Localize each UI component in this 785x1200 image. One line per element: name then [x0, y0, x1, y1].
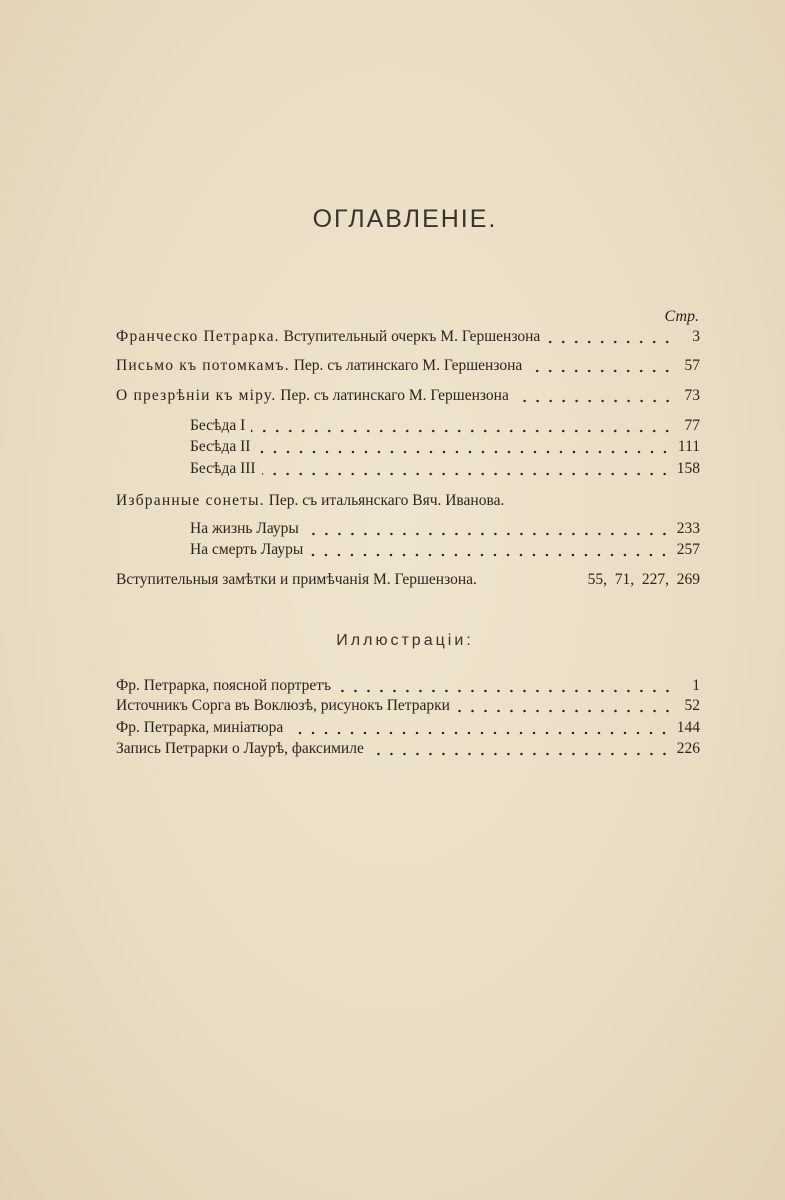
toc-subentry — [190, 417, 700, 437]
entry-title: Вступительныя замѣтки и примѣчанiя М. Гершензона. — [116, 571, 477, 588]
dot-leader — [256, 450, 671, 454]
entry-title: Фр. Петрарка, миніатюра — [116, 719, 284, 736]
page-title: ОГЛАВЛЕНIЕ. — [312, 205, 498, 233]
page-number: 111 — [677, 438, 700, 455]
entry-title: Бесѣда I — [190, 417, 246, 434]
dot-leader — [251, 429, 674, 433]
entry-title: О презрѣнiи къ мiру. — [116, 387, 277, 404]
page-number: 257 — [676, 541, 700, 558]
toc-entry — [116, 387, 700, 407]
page-number: 226 — [676, 740, 700, 757]
entry-title: Запись Петрарки о Лаурѣ, факсимиле — [116, 740, 364, 757]
dot-leader — [309, 553, 670, 557]
entry-title: Письмо къ потомкамъ. — [116, 357, 290, 374]
toc-subentry — [190, 520, 700, 540]
toc-entry — [116, 328, 700, 348]
toc-entry — [116, 357, 700, 377]
toc-subentry — [190, 460, 700, 480]
entry-title: Избранные сонеты. — [116, 492, 265, 509]
entry-subtitle: Пер. съ итальянскаго Вяч. Иванова. — [268, 492, 505, 509]
entry-title: Бесѣда II — [190, 438, 251, 455]
dot-leader — [262, 472, 671, 476]
entry-subtitle: Пер. съ латинскаго М. Гершензона — [280, 387, 509, 404]
toc-entry — [116, 571, 700, 591]
toc-subentry — [190, 541, 700, 561]
page-number: 3 — [692, 328, 700, 345]
page-column-label: Стр. — [664, 308, 699, 325]
entry-subtitle: Пер. съ латинскаго М. Гершензона — [293, 357, 523, 374]
dot-leader — [515, 399, 674, 403]
illustration-entry — [116, 719, 700, 739]
page-number: 144 — [676, 719, 700, 736]
page-number: 233 — [676, 520, 700, 537]
page-numbers: 55, 71, 227, 269 — [587, 571, 700, 588]
page-number: 73 — [684, 387, 700, 404]
entry-title: На жизнь Лауры — [190, 520, 299, 537]
illustration-entry — [116, 697, 700, 717]
entry-title: Бесѣда III — [190, 460, 256, 477]
page-number: 57 — [684, 357, 700, 374]
illustrations-heading: Иллюстрацiи: — [336, 632, 474, 649]
page-number: 77 — [684, 417, 700, 434]
page-number: 52 — [684, 697, 700, 714]
illustration-entry — [116, 677, 700, 697]
dot-leader — [528, 369, 674, 373]
toc-entry — [116, 492, 700, 512]
entry-title: Источникъ Сорга въ Воклюзѣ, рисунокъ Петрарки — [116, 697, 450, 714]
page-number: 1 — [692, 677, 700, 694]
dot-leader — [546, 340, 674, 344]
dot-leader — [337, 689, 674, 693]
entry-title: Франческо Петрарка. — [116, 328, 280, 345]
dot-leader — [370, 752, 671, 756]
toc-subentry — [190, 438, 700, 458]
dot-leader — [289, 731, 670, 735]
entry-title: Фр. Петрарка, поясной портретъ — [116, 677, 332, 694]
entry-title: На смерть Лауры — [190, 541, 304, 558]
dot-leader — [456, 709, 674, 713]
illustration-entry — [116, 740, 700, 760]
entry-subtitle: Вступительный очеркъ М. Гершензона — [283, 328, 541, 345]
page-number: 158 — [676, 460, 700, 477]
dot-leader — [305, 532, 671, 536]
